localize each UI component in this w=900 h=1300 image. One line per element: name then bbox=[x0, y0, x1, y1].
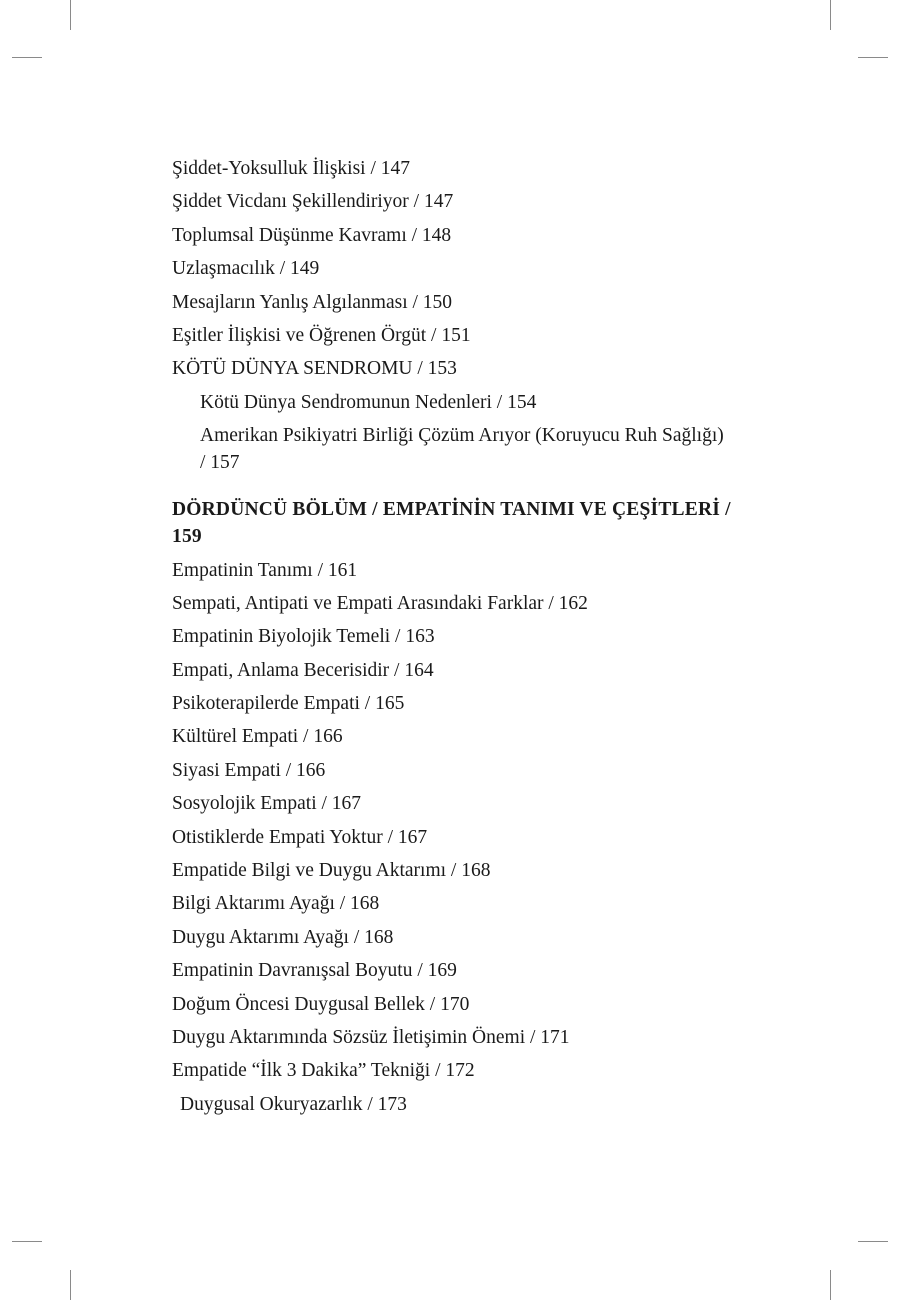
crop-mark-top-right-horizontal bbox=[858, 57, 888, 58]
crop-mark-bottom-right-horizontal bbox=[858, 1241, 888, 1242]
crop-mark-top-right-vertical bbox=[830, 0, 831, 30]
toc-entry: Empatide Bilgi ve Duygu Aktarımı / 168 bbox=[172, 860, 491, 882]
toc-entry: Duygusal Okuryazarlık / 173 bbox=[180, 1093, 407, 1115]
toc-entry: Empati, Anlama Becerisidir / 164 bbox=[172, 659, 434, 681]
toc-entry: Otistiklerde Empati Yoktur / 167 bbox=[172, 826, 428, 848]
toc-entry: Empatinin Davranışsal Boyutu / 169 bbox=[172, 960, 457, 982]
toc-sub-entry: Amerikan Psikiyatri Birliği Çözüm Arıyor (Koruyucu Ruh Sağlığı) / 157 bbox=[200, 425, 724, 474]
toc-entry: Şiddet Vicdanı Şekillendiriyor / 147 bbox=[172, 191, 454, 213]
toc-entry: Duygu Aktarımında Sözsüz İletişimin Önemi / 171 bbox=[172, 1026, 570, 1048]
crop-mark-bottom-right-vertical bbox=[830, 1270, 831, 1300]
toc-entry: Toplumsal Düşünme Kavramı / 148 bbox=[172, 224, 452, 246]
toc-entry: Empatinin Biyolojik Temeli / 163 bbox=[172, 626, 435, 648]
toc-entry: Empatide “İlk 3 Dakika” Tekniği / 172 bbox=[172, 1060, 475, 1082]
toc-entry: Duygu Aktarımı Ayağı / 168 bbox=[172, 926, 394, 948]
toc-entry: Empatinin Tanımı / 161 bbox=[172, 559, 358, 581]
toc-entry: Eşitler İlişkisi ve Öğrenen Örgüt / 151 bbox=[172, 324, 471, 346]
crop-mark-bottom-left-horizontal bbox=[12, 1241, 42, 1242]
toc-entry: Sosyolojik Empati / 167 bbox=[172, 793, 362, 815]
toc-entry: Psikoterapilerde Empati / 165 bbox=[172, 693, 405, 715]
toc-entry: Mesajların Yanlış Algılanması / 150 bbox=[172, 291, 453, 313]
toc-entry: Doğum Öncesi Duygusal Bellek / 170 bbox=[172, 993, 470, 1015]
chapter-heading: DÖRDÜNCÜ BÖLÜM / EMPATİNİN TANIMI VE ÇEŞİTLERİ / 159 bbox=[172, 499, 731, 548]
toc-entry: Uzlaşmacılık / 149 bbox=[172, 258, 320, 280]
toc-entry: Bilgi Aktarımı Ayağı / 168 bbox=[172, 893, 380, 915]
toc-entry: Şiddet-Yoksulluk İlişkisi / 147 bbox=[172, 158, 411, 179]
table-of-contents bbox=[172, 155, 732, 1124]
toc-entry: Siyasi Empati / 166 bbox=[172, 759, 326, 781]
crop-mark-bottom-left-vertical bbox=[70, 1270, 71, 1300]
toc-section-heading: KÖTÜ DÜNYA SENDROMU / 153 bbox=[172, 358, 457, 380]
toc-entry: Kültürel Empati / 166 bbox=[172, 726, 343, 748]
toc-sub-entry: Kötü Dünya Sendromunun Nedenleri / 154 bbox=[200, 391, 537, 413]
crop-mark-top-left-vertical bbox=[70, 0, 71, 30]
toc-entry: Sempati, Antipati ve Empati Arasındaki Farklar / 162 bbox=[172, 592, 588, 614]
crop-mark-top-left-horizontal bbox=[12, 57, 42, 58]
